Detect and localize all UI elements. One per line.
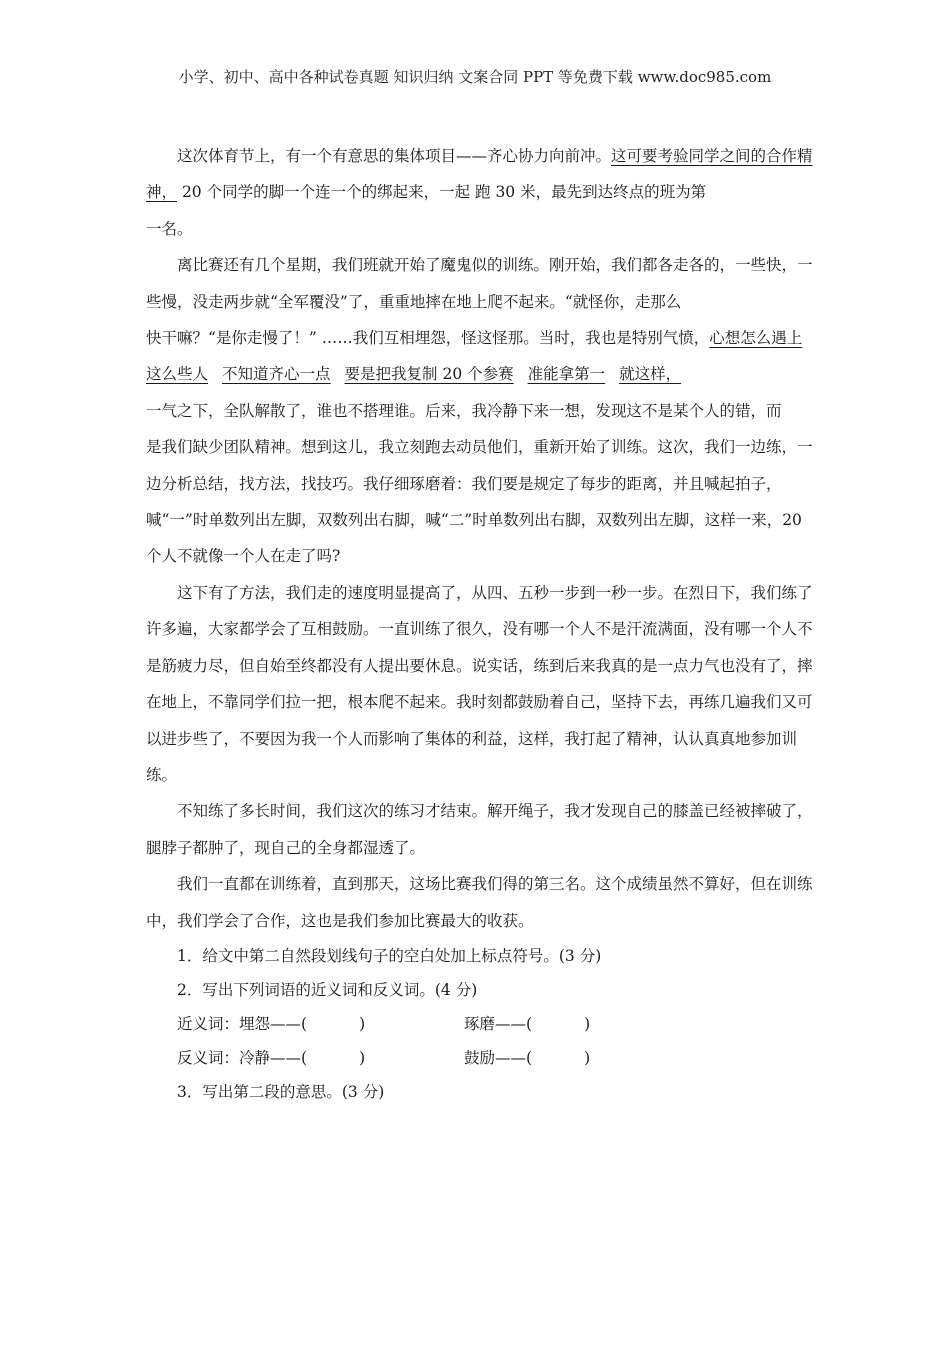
antonym-right-label: 鼓励——(: [464, 1048, 533, 1067]
synonym-row: [146, 1007, 816, 1041]
synonym-right-close: ): [584, 1014, 591, 1033]
p2-underline-5: 就这样，: [619, 365, 682, 384]
paragraph-4: 不知练了多长时间，我们这次的练习才结束。解开绳子，我才发现自己的膝盖已经被摔破了，腿脖子都肿了，现自己的全身都湿透了。: [146, 802, 813, 857]
p1-text-a: 这次体育节上，有一个有意思的集体项目——齐心协力向前冲。: [177, 147, 612, 165]
paragraph-5: 我们一直都在训练着，直到那天，这场比赛我们得的第三名。这个成绩虽然不算好，但在训练中，我们学会了合作，这也是我们参加比赛最大的收获。: [146, 875, 813, 930]
p2-underline-4: 准能拿第一: [527, 365, 606, 384]
paragraph-2-end: 是我们缺少团队精神。想到这儿，我立刻跑去动员他们，重新开始了训练。这次，我们一边练，一边分析总结，找方法，找技巧。我仔细琢磨着：我们要是规定了每步的距离，并且喊起拍子，喊“一”时单数列出左脚，双数列出右脚，喊“二”时单数列出右脚，双数列出左脚，这样一来，20 个人不就像一个人在走了吗?: [146, 438, 813, 566]
antonym-row: [146, 1041, 816, 1075]
antonym-right-close: ): [584, 1048, 591, 1067]
paragraph-3: 这下有了方法，我们走的速度明显提高了，从四、五秒一步到一秒一步。在烈日下，我们练了许多遍，大家都学会了互相鼓励。一直训练了很久，没有哪一个人不是汗流满面，没有哪一个人不是筋疲力尽，但自始至终都没有人提出要休息。说实话，练到后来我真的是一点力气也没有了，摔在地上，不靠同学们拉一把，根本爬不起来。我时刻都鼓励着自己，坚持下去，再练几遍我们又可以进步些了，不要因为我一个人而影响了集体的利益，这样，我打起了精神，认认真真地参加训练。: [146, 583, 813, 784]
synonym-right-label: 琢磨——(: [464, 1014, 533, 1033]
paragraph-2-middle: [146, 320, 816, 393]
p2-underline-2: 不知道齐心一点: [222, 365, 331, 384]
paragraph-1-tail: 一名。: [146, 219, 193, 238]
question-2: 2．写出下列词语的近义词和反义词。(4 分): [177, 980, 478, 999]
p2-underline-3: 要是把我复制 20 个参赛: [344, 365, 514, 384]
p1-text-b: 20 个同学的脚一个连一个的绑起来，一起 跑 30 米，最先到达终点的班为第: [177, 183, 707, 202]
paragraph-1: [146, 138, 816, 211]
question-1: 1．给文中第二自然段划线句子的空白处加上标点符号。(3 分): [177, 946, 602, 965]
question-3: 3．写出第二段的意思。(3 分): [177, 1082, 385, 1101]
p2-text-b: 快干嘛？“是你走慢了！” ……我们互相埋怨，怪这怪那。当时，我也是特别气愤，: [146, 329, 710, 348]
synonym-left-label: 近义词：埋怨——(: [177, 1014, 308, 1033]
document-body: [146, 138, 816, 1109]
paragraph-2-start: 离比赛还有几个星期，我们班就开始了魔鬼似的训练。刚开始，我们都各走各的，一些快，一些慢，没走两步就“全军覆没”了，重重地摔在地上爬不起来。“就怪你，走那么: [146, 256, 813, 311]
antonym-left-label: 反义词：冷静——(: [177, 1048, 308, 1067]
page-header: 小学、初中、高中各种试卷真题 知识归纳 文案合同 PPT 等免费下载 www.doc985.com: [178, 68, 772, 86]
synonym-left-close: ): [359, 1014, 366, 1033]
p2-underline-1: 心想怎么遇上这么些人: [146, 329, 803, 384]
p1-underlined-sentence: 这可要考验同学之间的合作精神，: [146, 147, 813, 202]
paragraph-2-line: 一气之下，全队解散了，谁也不搭理谁。后来，我冷静下来一想，发现这不是某个人的错，而: [146, 401, 782, 420]
antonym-left-close: ): [359, 1048, 366, 1067]
